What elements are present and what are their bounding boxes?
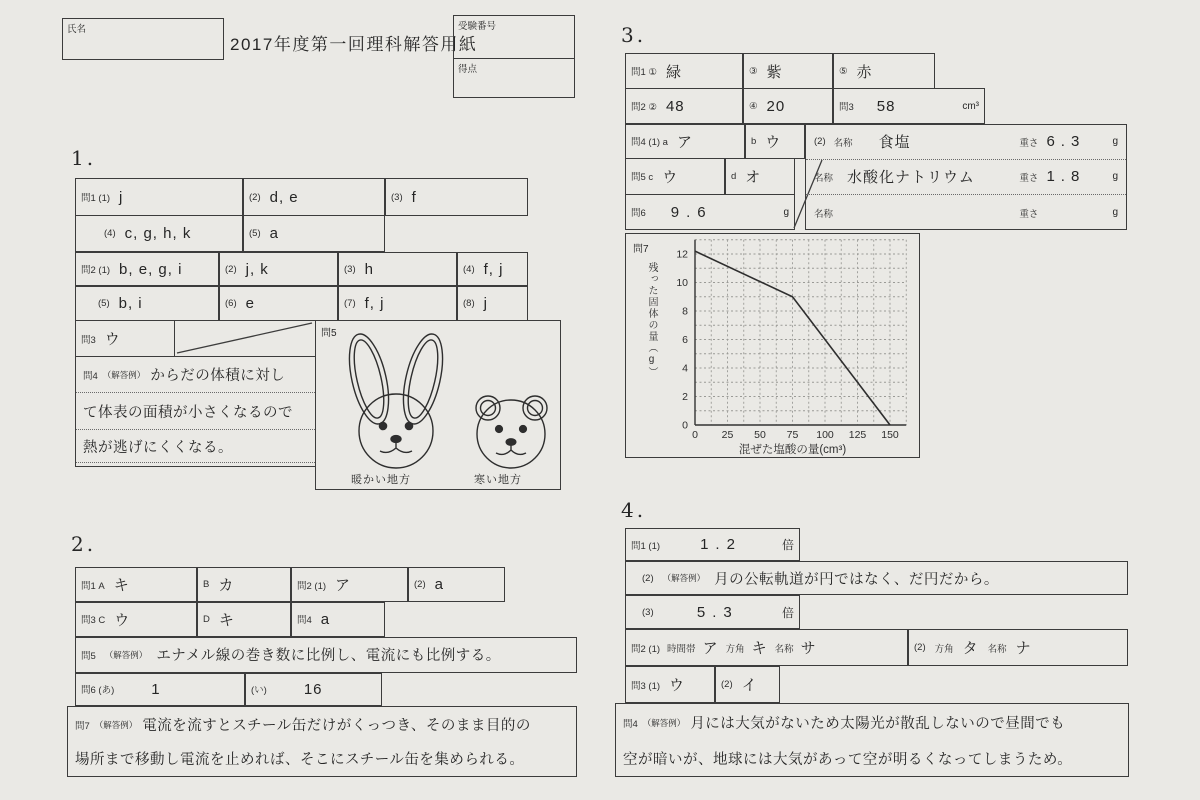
cold-region-caption: 寒い地方 <box>474 474 522 486</box>
cell-label: (3) <box>344 263 356 275</box>
cell-label: (2) <box>414 579 426 590</box>
unit-label: 倍 <box>781 538 794 552</box>
cell-label: (2) <box>249 191 261 203</box>
unit-label: cm³ <box>962 100 979 112</box>
warm-rabbit-face <box>342 331 450 468</box>
cell-answer: イ <box>741 677 758 694</box>
cell-answer: b, e, g, i <box>119 260 183 278</box>
s3-q4-a-cell <box>625 124 745 159</box>
cell-label: 問5 <box>81 650 96 662</box>
cell-label: 問6 <box>631 208 646 219</box>
s2-q3-D-cell <box>197 602 291 637</box>
cell-label: 問3 <box>839 102 854 113</box>
s1-q2-5-cell <box>75 286 219 321</box>
s3-q1-1-cell <box>625 53 743 89</box>
s2-q7-answer-box <box>67 706 577 777</box>
cell-label: B <box>203 579 210 590</box>
cell-answer: a <box>269 224 279 242</box>
svg-text:125: 125 <box>848 429 867 441</box>
cell-label: 問2 (1) <box>81 265 111 276</box>
cell-label: b <box>751 135 757 147</box>
svg-text:2: 2 <box>682 391 688 403</box>
unit-label: g <box>1112 171 1118 183</box>
field-label-direction: 方角 <box>934 643 954 655</box>
s3-q4-b-cell <box>745 124 805 159</box>
cell-label: 問1 ① <box>631 67 657 78</box>
answer-text: 月の公転軌道が円ではなく、だ円だから。 <box>714 571 999 588</box>
s1-q1-5-cell <box>243 215 385 252</box>
s1-q1-2-cell <box>243 178 385 216</box>
svg-text:6: 6 <box>682 334 688 346</box>
s1-q3-blank-cell <box>174 320 316 357</box>
cell-answer: j <box>483 294 488 312</box>
cell-answer: カ <box>218 577 235 594</box>
s4-q3-2-cell <box>715 666 780 703</box>
cell-label: 問2 (1) <box>631 643 661 655</box>
s1-q1-4-cell <box>75 215 243 252</box>
field-label-name: 名称 <box>987 643 1007 655</box>
cell-label: 問3 (1) <box>631 680 661 692</box>
answer-text: からだの体積に対し <box>150 368 286 384</box>
unit-label: g <box>1112 136 1118 148</box>
unit-label: g <box>1112 207 1118 219</box>
weight-value: 1.8 <box>1046 168 1086 186</box>
cell-label: 問1 A <box>81 580 105 592</box>
cell-answer: d, e <box>269 188 299 206</box>
substance-row <box>806 125 1126 160</box>
svg-text:4: 4 <box>682 362 688 375</box>
cell-label: (6) <box>225 297 237 309</box>
cell-answer: オ <box>745 168 762 186</box>
cell-label: 問7 <box>633 244 649 255</box>
cell-label: (5) <box>98 297 110 309</box>
cell-label: 問4 <box>297 615 312 626</box>
field-label-name: 名称 <box>774 643 794 655</box>
svg-text:8: 8 <box>682 305 688 318</box>
s2-q1-A-cell <box>75 567 197 602</box>
svg-text:75: 75 <box>786 429 799 441</box>
answer-text: 空が暗いが、地球には大気があって空が明るくなってしまうため。 <box>623 751 1073 768</box>
cell-label: (い) <box>251 685 267 696</box>
field-answer: ア <box>702 640 719 657</box>
answer-line <box>68 707 576 742</box>
answer-line <box>76 430 315 463</box>
answer-text: 電流を流すとスチール缶だけがくっつき、そのまま目的の <box>142 718 531 734</box>
name-label: 名称 <box>833 137 853 149</box>
cell-label: 問1 (1) <box>631 540 661 552</box>
s3-q6-cell <box>625 194 795 230</box>
svg-text:12: 12 <box>676 248 688 261</box>
s3-q5-d-cell <box>725 158 795 195</box>
answer-line <box>76 393 315 430</box>
answer-line <box>616 704 1128 741</box>
cell-answer: ア <box>676 133 693 151</box>
weight-label: 重さ <box>1019 137 1039 149</box>
cell-label: (7) <box>344 297 356 309</box>
cell-answer: 16 <box>303 680 323 698</box>
cell-answer: ウ <box>114 611 131 629</box>
s2-q1-B-cell <box>197 567 291 602</box>
svg-text:10: 10 <box>676 277 688 289</box>
s3-q1-3-cell <box>743 53 833 89</box>
field-label-direction: 方角 <box>725 643 745 655</box>
cell-label: ⑤ <box>839 65 848 77</box>
warm-region-caption: 暖かい地方 <box>351 474 411 486</box>
cell-answer: キ <box>113 577 130 594</box>
s4-q3-1-cell <box>625 666 715 703</box>
cell-answer: 赤 <box>856 63 873 81</box>
substance-row <box>806 160 1126 195</box>
answer-line <box>76 357 315 393</box>
answer-line <box>68 742 576 775</box>
s2-q6-i-cell <box>245 673 382 706</box>
cell-label: (5) <box>249 227 261 239</box>
answer-text: 場所まで移動し電流を止めれば、そこにスチール缶を集められる。 <box>75 752 525 768</box>
chart-y-axis-label: 残った固体の量（g） <box>646 262 657 378</box>
sample-answer-note: （解答例） <box>642 717 686 728</box>
remaining-solid-line-chart <box>625 233 920 458</box>
field-answer: キ <box>751 640 768 657</box>
cell-answer: 5.3 <box>696 603 739 621</box>
cell-label: 問4 (1) a <box>631 137 668 148</box>
cell-label: 問4 <box>623 718 638 730</box>
cell-label: D <box>203 613 210 625</box>
cold-rabbit-face <box>476 396 547 468</box>
score-label: 得点 <box>458 64 478 75</box>
cell-answer: ア <box>335 577 352 594</box>
cell-label: (8) <box>463 297 475 309</box>
cell-answer: j <box>119 188 124 206</box>
cell-label: (4) <box>463 263 475 275</box>
cell-answer: 1 <box>151 680 161 698</box>
exam-number-box <box>453 15 575 59</box>
cell-answer: 48 <box>665 97 685 115</box>
svg-text:0: 0 <box>692 429 698 441</box>
s1-q2-6-cell <box>219 286 338 321</box>
unit-label: 倍 <box>781 605 794 620</box>
substance-name: 食塩 <box>878 134 911 152</box>
svg-text:混ぜた塩酸の量(cm³): 混ぜた塩酸の量(cm³) <box>738 444 847 456</box>
section-2-number: 2. <box>71 532 97 556</box>
cell-label: ③ <box>749 65 758 77</box>
s1-q1-3-cell <box>385 178 528 216</box>
cell-answer: 9.6 <box>670 203 713 221</box>
svg-text:50: 50 <box>754 429 766 441</box>
s3-q3-cell <box>833 88 985 124</box>
s1-q2-1-cell <box>75 252 219 286</box>
cell-answer: ウ <box>765 133 782 151</box>
s2-q2-1-cell <box>291 567 408 602</box>
cell-answer: e <box>245 294 255 312</box>
s3-q2-4-cell <box>743 88 833 124</box>
cell-answer: f, j <box>364 294 385 312</box>
cell-answer: b, i <box>118 294 143 312</box>
cell-answer: ウ <box>104 331 121 348</box>
field-answer: タ <box>962 640 979 657</box>
cell-label: (3) <box>391 191 403 203</box>
cell-answer: ウ <box>662 168 679 186</box>
cell-answer: a <box>434 576 444 593</box>
svg-text:0: 0 <box>682 419 688 432</box>
rabbit-faces-drawing <box>316 331 559 476</box>
answer-text: エナメル線の巻き数に比例し、電流にも比例する。 <box>156 648 501 664</box>
s1-q2-4-cell <box>457 252 528 286</box>
cell-label: (2) <box>914 642 926 653</box>
sample-answer-note: （解答例） <box>94 719 138 730</box>
s4-q1-3-cell <box>625 595 800 629</box>
s3-q5-c-cell <box>625 158 725 195</box>
name-label: 氏名 <box>67 24 87 35</box>
cell-answer: c, g, h, k <box>124 224 192 242</box>
cell-label: 問3 <box>81 334 96 346</box>
cell-answer: f <box>411 188 417 206</box>
page-title: 2017年度第一回理科解答用紙 <box>230 35 478 54</box>
s4-q4-answer-box <box>615 703 1129 777</box>
s2-q5-cell <box>75 637 577 673</box>
cell-label: 問2 ② <box>631 102 657 113</box>
weight-label: 重さ <box>1019 172 1039 184</box>
cell-label: (3) <box>642 606 654 618</box>
cell-label: 問6 (あ) <box>81 685 115 696</box>
cell-answer: 20 <box>766 97 786 115</box>
cell-answer: j, k <box>245 260 269 278</box>
cell-answer: f, j <box>483 260 504 278</box>
svg-text:150: 150 <box>881 429 899 441</box>
s2-q6-a-cell <box>75 673 245 706</box>
cell-answer: a <box>320 610 331 628</box>
answer-line <box>616 741 1128 775</box>
cell-answer: h <box>364 260 374 278</box>
cell-answer: 緑 <box>665 63 682 81</box>
s1-q5-drawing-box <box>315 320 561 490</box>
field-answer: サ <box>800 640 817 657</box>
cell-label: 問3 C <box>81 615 106 626</box>
s1-q3-cell <box>75 320 175 357</box>
sample-answer-note: （解答例） <box>104 649 148 660</box>
cell-label: (4) <box>104 227 116 239</box>
cell-label: 問1 (1) <box>81 193 111 204</box>
cell-label: 問2 (1) <box>297 580 327 592</box>
s1-q1-1-cell <box>75 178 243 216</box>
cell-answer: キ <box>218 611 235 629</box>
answer-text: 熱が逃げにくくなる。 <box>83 439 233 456</box>
s2-q3-C-cell <box>75 602 197 637</box>
substance-name: 水酸化ナトリウム <box>847 169 975 187</box>
name-box <box>62 18 224 60</box>
s1-q2-2-cell <box>219 252 338 286</box>
cell-label: ④ <box>749 100 758 112</box>
cell-label: 問7 <box>75 720 90 732</box>
cell-answer: 1.2 <box>700 536 742 553</box>
weight-label: 重さ <box>1019 208 1039 220</box>
answer-text: 月には大気がないため太陽光が散乱しないので昼間でも <box>690 716 1066 732</box>
s3-substance-table <box>805 124 1127 231</box>
s4-q1-1-cell <box>625 528 800 561</box>
diagonal-slash <box>175 321 314 355</box>
cell-answer: 紫 <box>766 63 783 81</box>
s1-q2-8-cell <box>457 286 528 321</box>
svg-text:100: 100 <box>816 429 834 441</box>
cell-answer: ウ <box>669 677 686 694</box>
s3-q2-2-cell <box>625 88 743 124</box>
answer-text: て体表の面積が小さくなるので <box>83 404 293 421</box>
s1-q2-7-cell <box>338 286 457 321</box>
name-label: 名称 <box>814 172 834 184</box>
s1-q4-answer-box <box>75 356 316 467</box>
s4-q2-2-cell <box>908 629 1128 666</box>
cell-label: d <box>731 170 737 182</box>
cell-label: 問5 <box>321 328 337 339</box>
section-3-number: 3. <box>621 23 647 47</box>
score-box <box>453 58 575 98</box>
field-label-time: 時間帯 <box>667 643 696 655</box>
field-answer: ナ <box>1015 640 1032 657</box>
s2-q4-cell <box>291 602 385 637</box>
s4-q2-1-cell <box>625 629 908 666</box>
unit-label: g <box>783 206 789 218</box>
s3-q1-5-cell <box>833 53 935 89</box>
cell-label: (2) <box>225 263 237 275</box>
cell-label: (2) <box>642 572 654 584</box>
row-prefix: (2) <box>814 136 826 148</box>
weight-value: 6.3 <box>1046 133 1086 151</box>
substance-row <box>806 195 1126 230</box>
name-label: 名称 <box>814 208 834 220</box>
svg-text:25: 25 <box>721 429 734 441</box>
cell-label: (2) <box>721 679 733 690</box>
exam-number-label: 受験番号 <box>458 21 497 32</box>
s1-q2-3-cell <box>338 252 457 286</box>
section-1-number: 1. <box>71 146 97 170</box>
cell-answer: 58 <box>876 97 896 115</box>
sample-answer-note: （解答例） <box>662 573 706 583</box>
s2-q2-2-cell <box>408 567 505 602</box>
s4-q1-2-cell <box>625 561 1128 595</box>
section-4-number: 4. <box>621 498 647 522</box>
cell-label: 問5 c <box>631 172 654 184</box>
sample-answer-note: （解答例） <box>102 369 146 380</box>
cell-label: 問4 <box>83 370 98 382</box>
